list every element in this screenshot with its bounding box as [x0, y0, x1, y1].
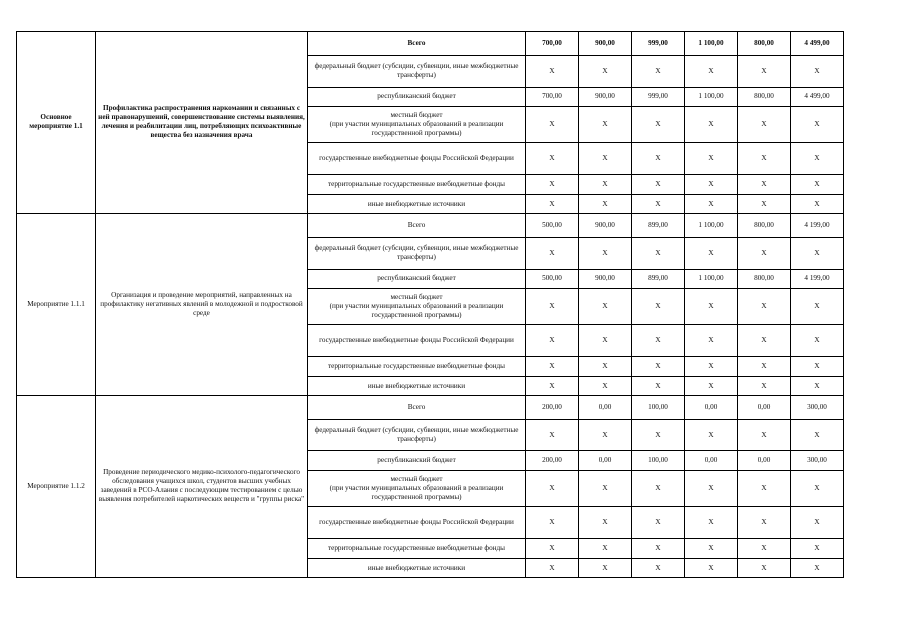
amount-cell: 100,00 — [632, 451, 685, 471]
funding-source: иные внебюджетные источники — [308, 195, 526, 214]
amount-cell: X — [632, 325, 685, 357]
funding-source: Всего — [308, 395, 526, 419]
amount-cell: X — [632, 538, 685, 559]
funding-source: государственные внебюджетные фонды Российской Федерации — [308, 143, 526, 175]
amount-cell: 0,00 — [685, 451, 738, 471]
funding-source: Всего — [308, 32, 526, 56]
amount-cell: 999,00 — [632, 32, 685, 56]
amount-cell: 1 100,00 — [685, 269, 738, 289]
amount-cell: X — [526, 195, 579, 214]
amount-cell: X — [632, 195, 685, 214]
amount-cell: X — [632, 419, 685, 451]
amount-cell: 700,00 — [526, 32, 579, 56]
funding-source: территориальные государственные внебюджетные фонды — [308, 174, 526, 195]
measure-name: Проведение периодического медико-психолого-педагогического обследования учащихся школ, студентов высших учебных заведений в РСО-Алания с последующим тестированием с целью выявления потребителей наркотических веществ и "группы риска" — [96, 395, 308, 577]
amount-cell: X — [526, 143, 579, 175]
amount-cell: X — [526, 471, 579, 507]
amount-cell: X — [738, 471, 791, 507]
amount-cell: 4 199,00 — [791, 213, 844, 237]
amount-cell: X — [526, 174, 579, 195]
amount-cell: X — [579, 419, 632, 451]
amount-cell: X — [791, 559, 844, 578]
amount-cell: 800,00 — [738, 87, 791, 107]
amount-cell: 0,00 — [685, 395, 738, 419]
amount-cell: X — [685, 143, 738, 175]
funding-source: иные внебюджетные источники — [308, 377, 526, 396]
amount-cell: 4 199,00 — [791, 269, 844, 289]
amount-cell: X — [791, 325, 844, 357]
amount-cell: X — [791, 377, 844, 396]
amount-cell: 700,00 — [526, 87, 579, 107]
funding-source: государственные внебюджетные фонды Российской Федерации — [308, 325, 526, 357]
amount-cell: X — [685, 107, 738, 143]
amount-cell: X — [738, 174, 791, 195]
funding-source: республиканский бюджет — [308, 87, 526, 107]
amount-cell: 4 499,00 — [791, 87, 844, 107]
funding-source: федеральный бюджет (субсидии, субвенции, иные межбюджетные трансферты) — [308, 419, 526, 451]
amount-cell: X — [685, 538, 738, 559]
amount-cell: X — [685, 55, 738, 87]
amount-cell: X — [526, 107, 579, 143]
amount-cell: 900,00 — [579, 269, 632, 289]
amount-cell: X — [526, 377, 579, 396]
measure-name: Профилактика распространения наркомании и связанных с ней правонарушений, совершенствование системы выявления, лечения и реабилитации лиц, потребляющих психоактивные вещества без назначения врача — [96, 32, 308, 214]
amount-cell: 899,00 — [632, 213, 685, 237]
amount-cell: X — [685, 237, 738, 269]
measure-code: Основное мероприятие 1.1 — [17, 32, 96, 214]
funding-source: территориальные государственные внебюджетные фонды — [308, 356, 526, 377]
amount-cell: X — [632, 559, 685, 578]
amount-cell: X — [791, 195, 844, 214]
amount-cell: 4 499,00 — [791, 32, 844, 56]
amount-cell: X — [685, 559, 738, 578]
amount-cell: X — [685, 289, 738, 325]
measure-code: Мероприятие 1.1.1 — [17, 213, 96, 395]
amount-cell: 0,00 — [738, 451, 791, 471]
amount-cell: 899,00 — [632, 269, 685, 289]
amount-cell: X — [526, 538, 579, 559]
amount-cell: X — [791, 471, 844, 507]
amount-cell: X — [579, 195, 632, 214]
amount-cell: X — [579, 325, 632, 357]
amount-cell: X — [632, 55, 685, 87]
funding-source: государственные внебюджетные фонды Российской Федерации — [308, 507, 526, 539]
amount-cell: X — [526, 325, 579, 357]
amount-cell: X — [632, 507, 685, 539]
amount-cell: X — [579, 107, 632, 143]
table-row — [17, 32, 844, 56]
amount-cell: X — [632, 237, 685, 269]
amount-cell: X — [632, 174, 685, 195]
financing-table — [16, 31, 844, 578]
amount-cell: X — [579, 471, 632, 507]
amount-cell: X — [791, 419, 844, 451]
amount-cell: X — [526, 559, 579, 578]
funding-source: республиканский бюджет — [308, 451, 526, 471]
amount-cell: X — [738, 507, 791, 539]
amount-cell: 1 100,00 — [685, 32, 738, 56]
amount-cell: X — [526, 507, 579, 539]
amount-cell: X — [526, 55, 579, 87]
amount-cell: X — [791, 55, 844, 87]
amount-cell: X — [526, 289, 579, 325]
amount-cell: X — [791, 237, 844, 269]
amount-cell: X — [685, 377, 738, 396]
amount-cell: 0,00 — [738, 395, 791, 419]
amount-cell: X — [791, 356, 844, 377]
amount-cell: X — [791, 507, 844, 539]
amount-cell: 500,00 — [526, 213, 579, 237]
amount-cell: 800,00 — [738, 213, 791, 237]
funding-source: местный бюджет (при участии муниципальных образований в реализации государственной программы) — [308, 289, 526, 325]
amount-cell: X — [738, 289, 791, 325]
amount-cell: 1 100,00 — [685, 213, 738, 237]
funding-source: федеральный бюджет (субсидии, субвенции, иные межбюджетные трансферты) — [308, 237, 526, 269]
table-row — [17, 395, 844, 419]
amount-cell: X — [791, 107, 844, 143]
amount-cell: 900,00 — [579, 32, 632, 56]
amount-cell: X — [579, 507, 632, 539]
amount-cell: 999,00 — [632, 87, 685, 107]
amount-cell: X — [632, 356, 685, 377]
amount-cell: X — [738, 195, 791, 214]
amount-cell: 100,00 — [632, 395, 685, 419]
amount-cell: X — [738, 419, 791, 451]
amount-cell: X — [738, 237, 791, 269]
amount-cell: X — [632, 143, 685, 175]
funding-source: местный бюджет (при участии муниципальных образований в реализации государственной программы) — [308, 471, 526, 507]
amount-cell: 500,00 — [526, 269, 579, 289]
amount-cell: 900,00 — [579, 87, 632, 107]
funding-source: иные внебюджетные источники — [308, 559, 526, 578]
amount-cell: X — [738, 107, 791, 143]
amount-cell: X — [632, 107, 685, 143]
amount-cell: X — [791, 538, 844, 559]
amount-cell: X — [685, 195, 738, 214]
amount-cell: X — [579, 174, 632, 195]
amount-cell: X — [579, 356, 632, 377]
amount-cell: X — [579, 538, 632, 559]
amount-cell: 800,00 — [738, 269, 791, 289]
amount-cell: 0,00 — [579, 395, 632, 419]
measure-name: Организация и проведение мероприятий, направленных на профилактику негативных явлений в молодежной и подростковой среде — [96, 213, 308, 395]
amount-cell: X — [791, 289, 844, 325]
amount-cell: X — [579, 55, 632, 87]
funding-source: территориальные государственные внебюджетные фонды — [308, 538, 526, 559]
amount-cell: X — [685, 507, 738, 539]
amount-cell: X — [738, 559, 791, 578]
amount-cell: 800,00 — [738, 32, 791, 56]
amount-cell: X — [738, 55, 791, 87]
amount-cell: X — [738, 325, 791, 357]
amount-cell: X — [526, 356, 579, 377]
amount-cell: X — [738, 377, 791, 396]
amount-cell: X — [579, 143, 632, 175]
amount-cell: 0,00 — [579, 451, 632, 471]
amount-cell: X — [632, 377, 685, 396]
amount-cell: X — [738, 538, 791, 559]
amount-cell: X — [685, 325, 738, 357]
amount-cell: X — [632, 289, 685, 325]
measure-code: Мероприятие 1.1.2 — [17, 395, 96, 577]
amount-cell: X — [579, 289, 632, 325]
amount-cell: X — [685, 419, 738, 451]
table-body — [17, 32, 844, 578]
amount-cell: X — [526, 419, 579, 451]
amount-cell: 300,00 — [791, 395, 844, 419]
amount-cell: X — [685, 174, 738, 195]
amount-cell: X — [738, 356, 791, 377]
amount-cell: X — [579, 559, 632, 578]
amount-cell: X — [579, 237, 632, 269]
amount-cell: X — [791, 174, 844, 195]
amount-cell: X — [791, 143, 844, 175]
amount-cell: X — [579, 377, 632, 396]
amount-cell: X — [632, 471, 685, 507]
amount-cell: 1 100,00 — [685, 87, 738, 107]
funding-source: республиканский бюджет — [308, 269, 526, 289]
amount-cell: 900,00 — [579, 213, 632, 237]
funding-source: федеральный бюджет (субсидии, субвенции, иные межбюджетные трансферты) — [308, 55, 526, 87]
amount-cell: X — [685, 356, 738, 377]
table-row — [17, 213, 844, 237]
funding-source: местный бюджет (при участии муниципальных образований в реализации государственной программы) — [308, 107, 526, 143]
funding-source: Всего — [308, 213, 526, 237]
amount-cell: 200,00 — [526, 395, 579, 419]
amount-cell: X — [685, 471, 738, 507]
amount-cell: X — [526, 237, 579, 269]
amount-cell: 200,00 — [526, 451, 579, 471]
amount-cell: 300,00 — [791, 451, 844, 471]
amount-cell: X — [738, 143, 791, 175]
